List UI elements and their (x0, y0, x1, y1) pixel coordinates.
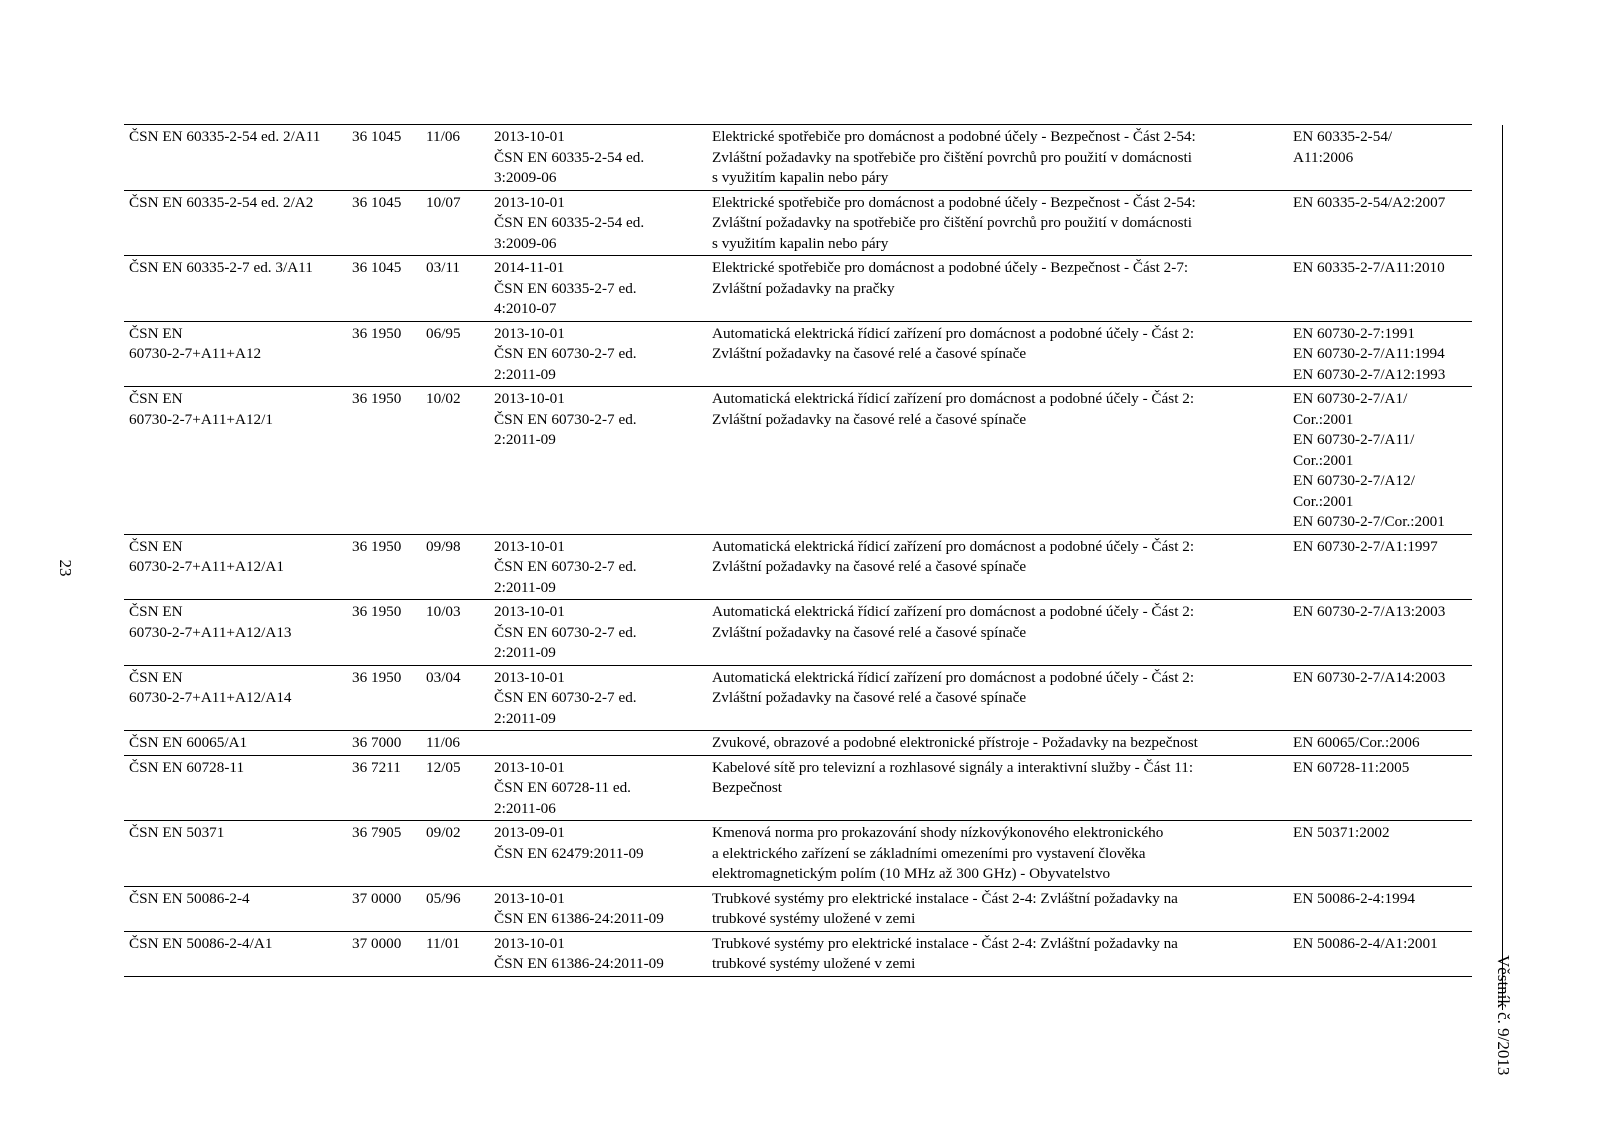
en-reference-line: A11:2006 (1293, 148, 1354, 166)
issue-date-cell: 11/06 (421, 731, 489, 756)
en-reference-line: Cor.:2001 (1293, 410, 1354, 428)
en-reference-cell (1288, 886, 1472, 931)
classification-mark-cell: 36 1950 (347, 600, 421, 666)
table-row (124, 190, 1472, 256)
title-cell (707, 665, 1288, 731)
replacement-line: 2013-10-01 (494, 668, 565, 686)
replacement-line: ČSN EN 60730-2-7 ed. (494, 623, 637, 641)
replacement-line: ČSN EN 60730-2-7 ed. (494, 345, 637, 362)
issue-date-cell: 03/11 (421, 256, 489, 322)
title-line: Elektrické spotřebiče pro domácnost a podobné účely - Bezpečnost - Část 2-54: (712, 128, 1196, 145)
en-reference-line: EN 60065/Cor.:2006 (1293, 734, 1420, 751)
issue-date-cell: 03/04 (421, 665, 489, 731)
standard-designation-cell (124, 125, 347, 191)
standard-designation-line: ČSN EN (129, 324, 183, 342)
replacement-cell (489, 125, 707, 191)
title-line: Elektrické spotřebiče pro domácnost a podobné účely - Bezpečnost - Část 2-7: (712, 259, 1189, 276)
en-reference-cell (1288, 534, 1472, 600)
replacement-line: 3:2009-06 (494, 234, 557, 252)
en-reference-cell (1288, 755, 1472, 821)
en-reference-line: EN 60730-2-7/A11/ (1293, 431, 1415, 448)
en-reference-line: EN 60335-2-54/ (1293, 128, 1393, 145)
standard-designation-line: ČSN EN (129, 537, 183, 555)
en-reference-cell (1288, 600, 1472, 666)
table-row (124, 534, 1472, 600)
replacement-line: 2:2011-09 (494, 644, 556, 661)
classification-mark-cell: 36 1950 (347, 387, 421, 535)
classification-mark-cell: 37 0000 (347, 886, 421, 931)
standard-designation-line: ČSN EN 50371 (129, 824, 225, 841)
replacement-cell (489, 600, 707, 666)
replacement-line: 2013-09-01 (494, 824, 565, 841)
standards-table (124, 124, 1472, 977)
en-reference-line: EN 60730-2-7/A1:1997 (1293, 537, 1438, 555)
replacement-line: 2013-10-01 (494, 324, 565, 342)
replacement-line: 2:2011-09 (494, 578, 556, 596)
replacement-line: 2013-10-01 (494, 128, 565, 145)
title-line: Zvláštní požadavky na spotřebiče pro čištění povrchů pro použití v domácnosti (712, 214, 1192, 231)
standard-designation-cell (124, 387, 347, 535)
title-line: elektromagnetickým polím (10 MHz až 300 GHz) - Obyvatelstvo (712, 865, 1111, 882)
en-reference-line: EN 60730-2-7/A11:1994 (1293, 345, 1445, 362)
standard-designation-cell (124, 731, 347, 756)
title-cell (707, 731, 1288, 756)
title-line: s využitím kapalin nebo páry (712, 234, 889, 252)
replacement-line: 2013-10-01 (494, 758, 565, 776)
replacement-line: 2013-10-01 (494, 603, 565, 620)
title-line: Zvláštní požadavky na pračky (712, 279, 895, 297)
replacement-line: ČSN EN 60730-2-7 ed. (494, 689, 637, 706)
standard-designation-cell (124, 321, 347, 387)
en-reference-line: EN 60335-2-7/A11:2010 (1293, 259, 1445, 276)
standard-designation-line: ČSN EN 60335-2-54 ed. 2/A2 (129, 193, 314, 211)
title-line: Zvláštní požadavky na časové relé a časové spínače (712, 345, 1027, 362)
standard-designation-line: ČSN EN 60728-11 (129, 758, 245, 776)
issue-date-cell: 10/02 (421, 387, 489, 535)
replacement-line: ČSN EN 60335-2-54 ed. (494, 214, 645, 231)
replacement-cell (489, 731, 707, 756)
en-reference-cell (1288, 190, 1472, 256)
en-reference-line: EN 60728-11:2005 (1293, 758, 1410, 776)
replacement-cell (489, 665, 707, 731)
replacement-cell (489, 886, 707, 931)
replacement-line: 2:2011-09 (494, 709, 556, 727)
replacement-cell (489, 256, 707, 322)
title-line: Automatická elektrická řídicí zařízení pro domácnost a podobné účely - Část 2: (712, 390, 1195, 407)
table-row (124, 931, 1472, 976)
replacement-line: ČSN EN 60728-11 ed. (494, 779, 631, 796)
replacement-cell (489, 321, 707, 387)
classification-mark-cell: 36 7905 (347, 821, 421, 887)
title-line: Kmenová norma pro prokazování shody nízkovýkonového elektronického (712, 824, 1164, 841)
en-reference-line: EN 60730-2-7/Cor.:2001 (1293, 513, 1445, 530)
classification-mark-cell: 36 1045 (347, 190, 421, 256)
standard-designation-line: ČSN EN (129, 603, 183, 620)
standard-designation-cell (124, 256, 347, 322)
replacement-line: ČSN EN 61386-24:2011-09 (494, 910, 664, 927)
issue-date-cell: 06/95 (421, 321, 489, 387)
standard-designation-line: 60730-2-7+A11+A12/A1 (129, 558, 284, 575)
issue-date-cell: 09/02 (421, 821, 489, 887)
title-cell (707, 256, 1288, 322)
en-reference-line: EN 60730-2-7:1991 (1293, 324, 1415, 342)
table-row (124, 600, 1472, 666)
replacement-cell (489, 931, 707, 976)
replacement-line: ČSN EN 60730-2-7 ed. (494, 558, 637, 575)
side-rule (1502, 125, 1503, 1010)
title-cell (707, 886, 1288, 931)
classification-mark-cell: 36 1950 (347, 665, 421, 731)
en-reference-line: EN 60730-2-7/A1/ (1293, 390, 1408, 407)
en-reference-cell (1288, 931, 1472, 976)
issue-date-cell: 12/05 (421, 755, 489, 821)
en-reference-line: EN 60730-2-7/A14:2003 (1293, 668, 1446, 686)
en-reference-line: EN 60730-2-7/A12:1993 (1293, 365, 1446, 383)
title-line: Automatická elektrická řídicí zařízení pro domácnost a podobné účely - Část 2: (712, 537, 1195, 555)
table-row (124, 125, 1472, 191)
replacement-line: 3:2009-06 (494, 169, 557, 186)
classification-mark-cell: 36 1045 (347, 256, 421, 322)
en-reference-line: EN 60335-2-54/A2:2007 (1293, 193, 1446, 211)
classification-mark-cell: 36 1950 (347, 321, 421, 387)
en-reference-line: EN 60730-2-7/A13:2003 (1293, 603, 1446, 620)
en-reference-line: EN 60730-2-7/A12/ (1293, 472, 1415, 489)
title-line: Trubkové systémy pro elektrické instalace - Část 2-4: Zvláštní požadavky na (712, 934, 1178, 952)
en-reference-cell (1288, 125, 1472, 191)
standard-designation-cell (124, 665, 347, 731)
title-line: Kabelové sítě pro televizní a rozhlasové signály a interaktivní služby - Část 11: (712, 758, 1194, 776)
en-reference-line: EN 50086-2-4:1994 (1293, 889, 1415, 907)
en-reference-line: Cor.:2001 (1293, 492, 1354, 510)
classification-mark-cell: 36 7000 (347, 731, 421, 756)
title-line: Zvláštní požadavky na časové relé a časové spínače (712, 689, 1027, 706)
table-row (124, 821, 1472, 887)
title-line: Bezpečnost (712, 779, 783, 796)
table-row (124, 731, 1472, 756)
replacement-line: ČSN EN 60730-2-7 ed. (494, 410, 637, 428)
en-reference-cell (1288, 321, 1472, 387)
en-reference-line: EN 50086-2-4/A1:2001 (1293, 934, 1438, 952)
replacement-line: 2:2011-06 (494, 799, 556, 817)
replacement-line: ČSN EN 62479:2011-09 (494, 844, 644, 862)
replacement-cell (489, 755, 707, 821)
replacement-cell (489, 821, 707, 887)
table-row (124, 755, 1472, 821)
title-line: Elektrické spotřebiče pro domácnost a podobné účely - Bezpečnost - Část 2-54: (712, 193, 1196, 211)
replacement-line: 2:2011-09 (494, 431, 556, 448)
standard-designation-cell (124, 931, 347, 976)
standard-designation-line: 60730-2-7+A11+A12 (129, 345, 262, 362)
standard-designation-line: ČSN EN (129, 390, 183, 407)
title-cell (707, 190, 1288, 256)
table-body (124, 125, 1472, 977)
replacement-cell (489, 534, 707, 600)
en-reference-line: EN 50371:2002 (1293, 824, 1390, 841)
replacement-line: ČSN EN 60335-2-54 ed. (494, 148, 645, 166)
standard-designation-cell (124, 755, 347, 821)
standard-designation-cell (124, 821, 347, 887)
replacement-line: 2014-11-01 (494, 259, 565, 276)
standard-designation-line: 60730-2-7+A11+A12/A14 (129, 689, 292, 706)
en-reference-line: Cor.:2001 (1293, 451, 1354, 469)
standard-designation-line: ČSN EN 50086-2-4 (129, 889, 250, 907)
table-row (124, 256, 1472, 322)
title-line: Trubkové systémy pro elektrické instalace - Část 2-4: Zvláštní požadavky na (712, 889, 1178, 907)
issue-date-cell: 11/06 (421, 125, 489, 191)
en-reference-cell (1288, 821, 1472, 887)
replacement-cell (489, 387, 707, 535)
title-cell (707, 755, 1288, 821)
title-line: trubkové systémy uložené v zemi (712, 955, 916, 972)
title-cell (707, 931, 1288, 976)
issue-date-cell: 09/98 (421, 534, 489, 600)
replacement-line: ČSN EN 60335-2-7 ed. (494, 279, 637, 297)
en-reference-cell (1288, 387, 1472, 535)
issue-date-cell: 10/07 (421, 190, 489, 256)
title-line: a elektrického zařízení se základními omezeními pro vystavení člověka (712, 844, 1146, 862)
standard-designation-line: ČSN EN (129, 668, 183, 686)
title-line: s využitím kapalin nebo páry (712, 169, 889, 186)
en-reference-cell (1288, 731, 1472, 756)
standard-designation-line: ČSN EN 60335-2-7 ed. 3/A11 (129, 259, 313, 276)
title-line: Zvláštní požadavky na spotřebiče pro čištění povrchů pro použití v domácnosti (712, 148, 1192, 166)
replacement-line: 2:2011-09 (494, 365, 556, 383)
title-line: Automatická elektrická řídicí zařízení pro domácnost a podobné účely - Část 2: (712, 324, 1195, 342)
page-number: 23 (56, 559, 75, 577)
title-line: trubkové systémy uložené v zemi (712, 910, 916, 927)
issue-date-cell: 11/01 (421, 931, 489, 976)
title-cell (707, 600, 1288, 666)
title-cell (707, 125, 1288, 191)
classification-mark-cell: 36 1045 (347, 125, 421, 191)
standard-designation-cell (124, 534, 347, 600)
replacement-line: 2013-10-01 (494, 889, 565, 907)
standard-designation-cell (124, 886, 347, 931)
title-cell (707, 534, 1288, 600)
table-row (124, 665, 1472, 731)
classification-mark-cell: 36 1950 (347, 534, 421, 600)
title-cell (707, 821, 1288, 887)
table-row (124, 321, 1472, 387)
title-line: Zvláštní požadavky na časové relé a časové spínače (712, 623, 1027, 641)
title-line: Automatická elektrická řídicí zařízení pro domácnost a podobné účely - Část 2: (712, 668, 1195, 686)
standard-designation-line: 60730-2-7+A11+A12/1 (129, 410, 273, 428)
standard-designation-cell (124, 600, 347, 666)
table-row (124, 886, 1472, 931)
table-row (124, 387, 1472, 535)
replacement-line: 2013-10-01 (494, 537, 565, 555)
replacement-line: 2013-10-01 (494, 390, 565, 407)
title-cell (707, 321, 1288, 387)
replacement-cell (489, 190, 707, 256)
journal-label: Věstník č. 9/2013 (1494, 955, 1513, 1076)
standard-designation-cell (124, 190, 347, 256)
replacement-line: 2013-10-01 (494, 193, 565, 211)
title-line: Automatická elektrická řídicí zařízení pro domácnost a podobné účely - Část 2: (712, 603, 1195, 620)
replacement-line: ČSN EN 61386-24:2011-09 (494, 955, 664, 972)
standard-designation-line: ČSN EN 60065/A1 (129, 734, 248, 751)
classification-mark-cell: 36 7211 (347, 755, 421, 821)
replacement-line: 4:2010-07 (494, 300, 557, 317)
standard-designation-line: ČSN EN 50086-2-4/A1 (129, 934, 273, 952)
classification-mark-cell: 37 0000 (347, 931, 421, 976)
standard-designation-line: 60730-2-7+A11+A12/A13 (129, 623, 292, 641)
issue-date-cell: 05/96 (421, 886, 489, 931)
en-reference-cell (1288, 256, 1472, 322)
title-line: Zvláštní požadavky na časové relé a časové spínače (712, 410, 1027, 428)
issue-date-cell: 10/03 (421, 600, 489, 666)
standard-designation-line: ČSN EN 60335-2-54 ed. 2/A11 (129, 128, 321, 145)
title-line: Zvukové, obrazové a podobné elektronické přístroje - Požadavky na bezpečnost (712, 734, 1198, 751)
title-cell (707, 387, 1288, 535)
en-reference-cell (1288, 665, 1472, 731)
title-line: Zvláštní požadavky na časové relé a časové spínače (712, 558, 1027, 575)
replacement-line: 2013-10-01 (494, 934, 565, 952)
